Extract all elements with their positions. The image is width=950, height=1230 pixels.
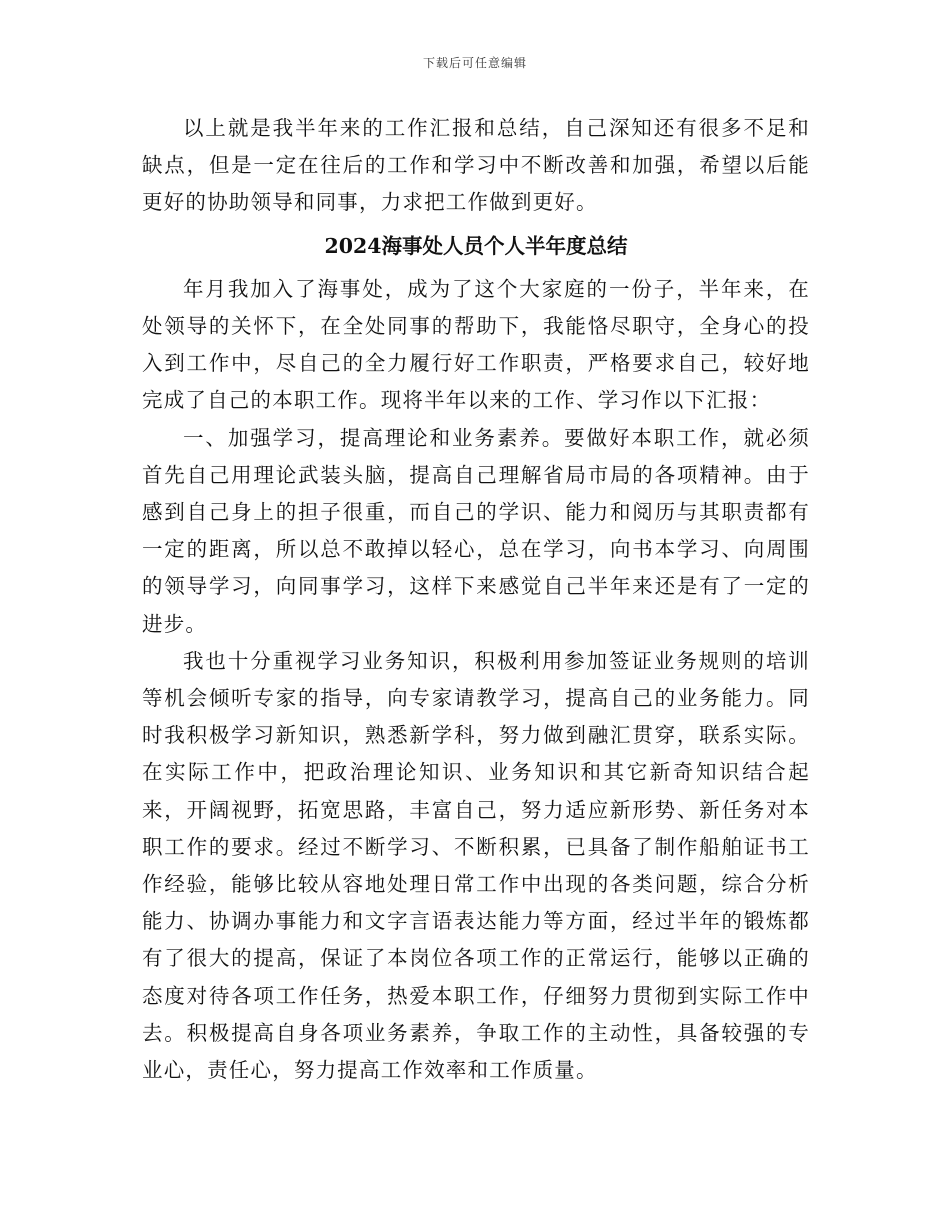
- paragraph-1: 年月我加入了海事处，成为了这个大家庭的一份子，半年来，在处领导的关怀下，在全处同事的帮助下，我能恪尽职守，全身心的投入到工作中，尽自己的全力履行好工作职责，严格要求自己，较好地完成了自己的本职工作。现将半年以来的工作、学习作以下汇报：: [142, 276, 810, 413]
- intro-paragraph: 以上就是我半年来的工作汇报和总结，自己深知还有很多不足和缺点，但是一定在往后的工作和学习中不断改善和加强，希望以后能更好的协助领导和同事，力求把工作做到更好。: [142, 116, 810, 215]
- document-title: 2024海事处人员个人半年度总结: [324, 233, 628, 258]
- paragraph-2: 一、加强学习，提高理论和业务素养。要做好本职工作，就必须首先自己用理论武装头脑，提高自己理解省局市局的各项精神。由于感到自己身上的担子很重，而自己的学识、能力和阅历与其职责都有一定的距离，所以总不敢掉以轻心，总在学习，向书本学习、向周围的领导学习，向同事学习，这样下来感觉自己半年来还是有了一定的进步。: [142, 425, 810, 636]
- document-body: [142, 110, 810, 1089]
- paragraph-3: 我也十分重视学习业务知识，积极利用参加签证业务规则的培训等机会倾听专家的指导，向专家请教学习，提高自己的业务能力。同时我积极学习新知识，熟悉新学科，努力做到融汇贯穿，联系实际。在实际工作中，把政治理论知识、业务知识和其它新奇知识结合起来，开阔视野，拓宽思路，丰富自己，努力适应新形势、新任务对本职工作的要求。经过不断学习、不断积累，已具备了制作船舶证书工作经验，能够比较从容地处理日常工作中出现的各类问题，综合分析能力、协调办事能力和文字言语表达能力等方面，经过半年的锻炼都有了很大的提高，保证了本岗位各项工作的正常运行，能够以正确的态度对待各项工作任务，热爱本职工作，仔细努力贯彻到实际工作中去。积极提高自身各项业务素养，争取工作的主动性，具备较强的专业心，责任心，努力提高工作效率和工作质量。: [142, 648, 810, 1083]
- page-header: 下载后可任意编辑: [422, 56, 527, 70]
